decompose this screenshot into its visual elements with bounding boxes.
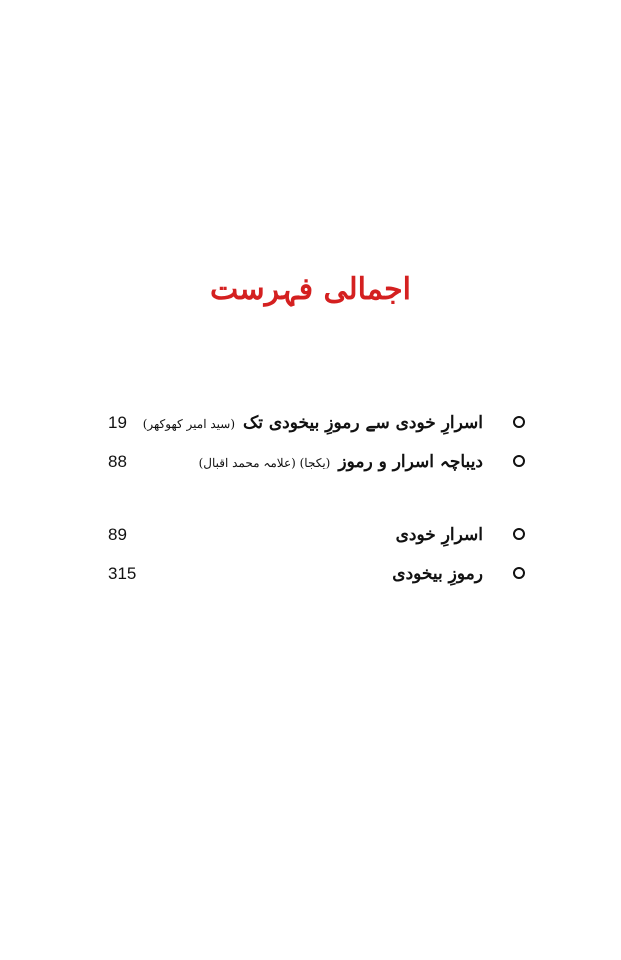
entry-label	[143, 410, 483, 437]
entry-title: اسرارِ خودی سے رموزِ بیخودی تک	[243, 413, 483, 433]
entry-title: رموزِ بیخودی	[392, 564, 483, 584]
entry-label	[388, 522, 483, 549]
circle-bullet-icon	[513, 528, 525, 540]
entry-title: دیباچہ اسرار و رموز	[338, 452, 483, 472]
toc-entry[interactable]	[0, 410, 621, 438]
entry-page-number: 88	[108, 452, 127, 471]
page-title: اجمالی فہرست	[209, 272, 412, 307]
entry-author-note: (یکجا) (علامہ محمد اقبال)	[198, 456, 331, 470]
entry-label	[199, 449, 483, 476]
toc-entry[interactable]	[0, 449, 621, 477]
entry-page-number: 19	[108, 413, 127, 432]
entry-title: اسرارِ خودی	[395, 525, 483, 545]
circle-bullet-icon	[513, 416, 525, 428]
entry-page-number: 89	[108, 525, 127, 544]
entry-page-number: 315	[108, 564, 137, 583]
toc-entry[interactable]	[0, 522, 621, 550]
circle-bullet-icon	[513, 567, 525, 579]
entry-author-note: (سید امیر کھوکھر)	[142, 417, 235, 431]
entry-label	[384, 561, 483, 588]
circle-bullet-icon	[513, 455, 525, 467]
toc-entry[interactable]	[0, 561, 621, 589]
